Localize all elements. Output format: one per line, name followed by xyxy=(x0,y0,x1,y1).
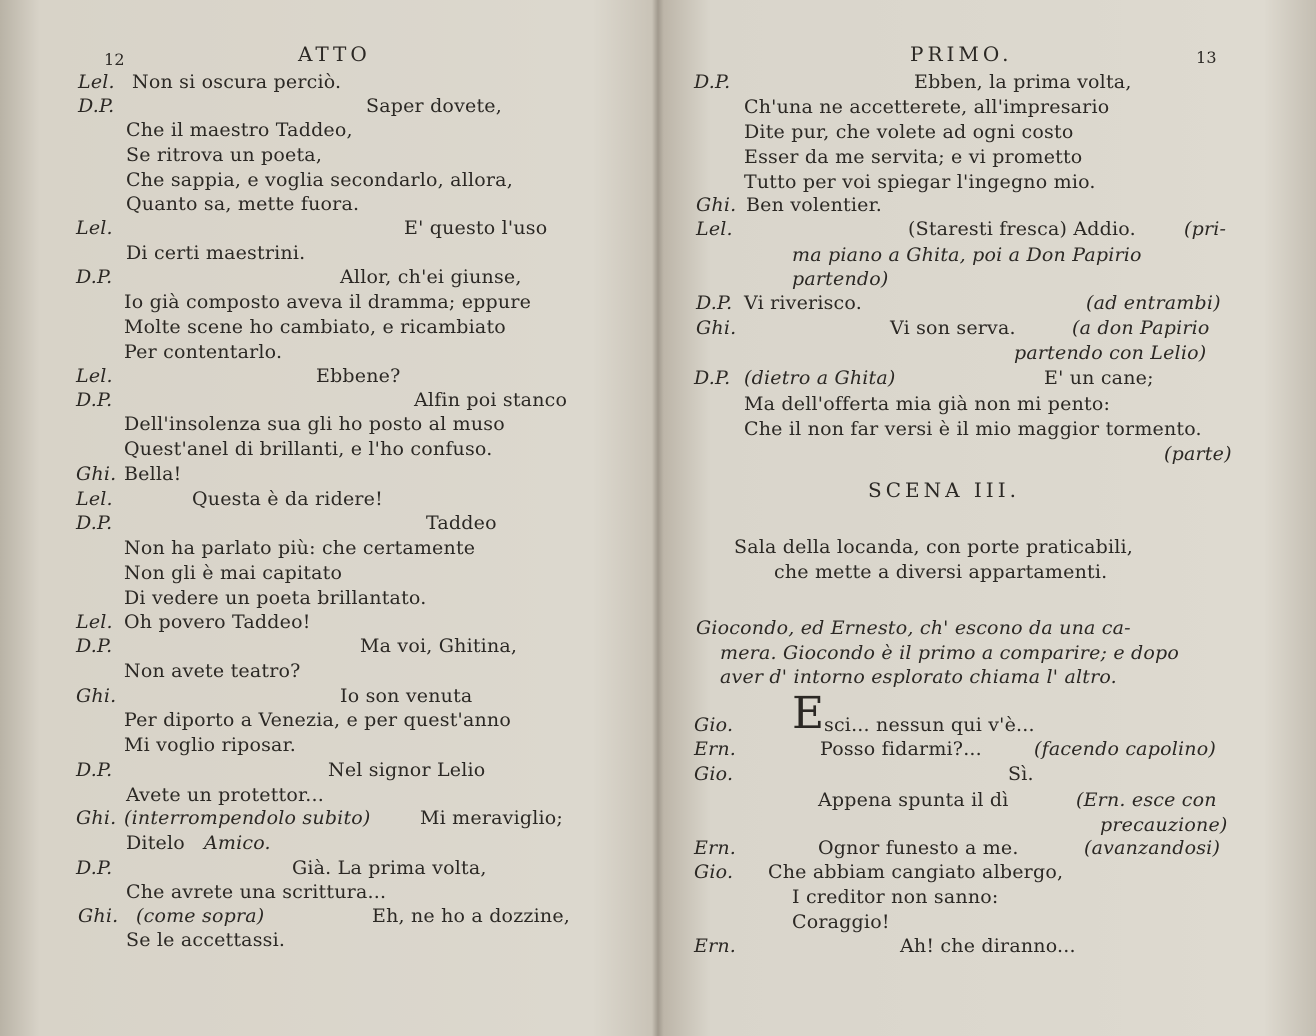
verse-line: Se le accettassi. xyxy=(126,929,286,951)
verse-line: Di certi maestrini. xyxy=(126,242,306,264)
verse-line: Taddeo xyxy=(426,512,497,534)
verse-line: Non ha parlato più: che certamente xyxy=(124,537,476,559)
speaker-label: D.P. xyxy=(78,95,115,117)
verse-line: Esser da me servita; e vi prometto xyxy=(744,146,1083,168)
speaker-label: Lel. xyxy=(696,218,733,240)
verse-line: Bella! xyxy=(124,463,182,485)
speaker-label: Ern. xyxy=(694,837,737,859)
verse-line: Io son venuta xyxy=(340,685,473,707)
verse-line: Questa è da ridere! xyxy=(192,488,383,510)
stage-direction: (ad entrambi) xyxy=(1086,292,1221,314)
stage-direction: mera. Giocondo è il primo a comparire; e dopo xyxy=(720,642,1180,664)
verse-line: Ma dell'offerta mia già non mi pento: xyxy=(744,393,1111,415)
stage-direction: (Ern. esce con xyxy=(1076,789,1217,811)
verse-line: I creditor non sanno: xyxy=(792,886,999,908)
verse-line: Avete un protettor... xyxy=(126,784,324,806)
verse-line: Eh, ne ho a dozzine, xyxy=(372,905,571,927)
speaker-label: D.P. xyxy=(696,292,733,314)
verse-line: Nel signor Lelio xyxy=(328,759,486,781)
verse-line: Per contentarlo. xyxy=(124,341,283,363)
scene-heading: SCENA III. xyxy=(868,478,1020,502)
verse-line: Saper dovete, xyxy=(366,95,502,117)
verse-line: E' questo l'uso xyxy=(404,217,548,239)
verse-line: Quanto sa, mette fuora. xyxy=(126,193,360,215)
speaker-label: Lel. xyxy=(78,71,115,93)
speaker-label: Lel. xyxy=(76,365,113,387)
drop-cap-initial: E xyxy=(792,688,825,739)
verse-line: Ma voi, Ghitina, xyxy=(360,635,518,657)
verse-line: Vi riverisco. xyxy=(744,292,862,314)
right-page xyxy=(658,0,1316,1036)
speaker-label: D.P. xyxy=(76,266,113,288)
stage-direction: (come sopra) xyxy=(136,905,265,927)
verse-line: Che il non far versi è il mio maggior tormento. xyxy=(744,418,1202,440)
running-head: PRIMO. xyxy=(910,42,1013,66)
speaker-label: Lel. xyxy=(76,217,113,239)
speaker-label: Ghi. xyxy=(696,194,737,216)
speaker-label: D.P. xyxy=(76,512,113,534)
verse-line: Che abbiam cangiato albergo, xyxy=(768,861,1064,883)
verse-line: Dell'insolenza sua gli ho posto al muso xyxy=(124,413,505,435)
verse-line: Ebben, la prima volta, xyxy=(914,71,1132,93)
stage-direction: aver d' intorno esplorato chiama l' altro. xyxy=(720,666,1117,688)
verse-line: Dite pur, che volete ad ogni costo xyxy=(744,121,1074,143)
speaker-label: Ern. xyxy=(694,738,737,760)
verse-line: E' un cane; xyxy=(1044,367,1154,389)
speaker-label: Ghi. xyxy=(78,905,119,927)
stage-direction: Giocondo, ed Ernesto, ch' escono da una ca- xyxy=(696,617,1131,639)
stage-direction: (facendo capolino) xyxy=(1034,738,1216,760)
speaker-label: Ghi. xyxy=(76,807,117,829)
verse-line: Non si oscura perciò. xyxy=(132,71,342,93)
speaker-label: Ghi. xyxy=(76,685,117,707)
verse-line: Io già composto aveva il dramma; eppure xyxy=(124,291,532,313)
stage-direction: partendo) xyxy=(792,268,889,290)
verse-line: Oh povero Taddeo! xyxy=(124,611,311,633)
speaker-label: Lel. xyxy=(76,488,113,510)
verse-line: Per diporto a Venezia, e per quest'anno xyxy=(124,709,512,731)
stage-direction: precauzione) xyxy=(1100,814,1228,836)
verse-line: sci... nessun qui v'è... xyxy=(824,714,1035,736)
speaker-label: Ghi. xyxy=(696,317,737,339)
speaker-label: D.P. xyxy=(76,759,113,781)
verse-line: Mi voglio riposar. xyxy=(124,734,297,756)
verse-line: Coraggio! xyxy=(792,911,890,933)
verse-line: Ognor funesto a me. xyxy=(818,837,1019,859)
setting-line: Sala della locanda, con porte praticabili, xyxy=(734,536,1134,558)
verse-line: Che avrete una scrittura... xyxy=(126,881,387,903)
speaker-label: D.P. xyxy=(694,71,731,93)
verse-line: Sì. xyxy=(1008,763,1034,785)
verse-line: Se ritrova un poeta, xyxy=(126,144,323,166)
speaker-label: Gio. xyxy=(694,763,734,785)
speaker-label: D.P. xyxy=(76,857,113,879)
stage-direction: (a don Papirio xyxy=(1072,317,1210,339)
verse-line: Ah! che diranno... xyxy=(900,935,1076,957)
verse-line: Che il maestro Taddeo, xyxy=(126,119,353,141)
stage-direction: (avanzandosi) xyxy=(1084,837,1221,859)
stage-direction: (interrompendolo subito) xyxy=(124,807,371,829)
speaker-label: Ern. xyxy=(694,935,737,957)
verse-line: Tutto per voi spiegar l'ingegno mio. xyxy=(744,171,1096,193)
speaker-label: D.P. xyxy=(76,635,113,657)
emphasized-word: Amico. xyxy=(204,832,271,854)
running-head: ATTO xyxy=(298,42,371,66)
stage-direction: (pri- xyxy=(1184,218,1227,240)
stage-direction: ma piano a Ghita, poi a Don Papirio xyxy=(792,244,1142,266)
speaker-label: D.P. xyxy=(76,389,113,411)
verse-line: Non gli è mai capitato xyxy=(124,562,343,584)
speaker-label: Ghi. xyxy=(76,463,117,485)
verse-line: Appena spunta il dì xyxy=(818,789,1009,811)
verse-line: Molte scene ho cambiato, e ricambiato xyxy=(124,316,506,338)
verse-line: (Staresti fresca) Addio. xyxy=(908,218,1136,240)
stage-direction: partendo con Lelio) xyxy=(1014,342,1207,364)
verse-line: Ben volentier. xyxy=(746,194,883,216)
verse-line: Posso fidarmi?... xyxy=(820,738,982,760)
speaker-label: Gio. xyxy=(694,861,734,883)
verse-line: Già. La prima volta, xyxy=(292,857,487,879)
verse-line: Mi meraviglio; xyxy=(420,807,564,829)
speaker-label: Gio. xyxy=(694,714,734,736)
verse-line: Di vedere un poeta brillantato. xyxy=(124,587,427,609)
speaker-label: Lel. xyxy=(76,611,113,633)
verse-line: Non avete teatro? xyxy=(124,660,301,682)
verse-line: Vi son serva. xyxy=(890,317,1016,339)
verse-line: Ebbene? xyxy=(316,365,401,387)
verse-line: Quest'anel di brillanti, e l'ho confuso. xyxy=(124,438,493,460)
stage-direction: (dietro a Ghita) xyxy=(744,367,896,389)
verse-line: Alfin poi stanco xyxy=(414,389,568,411)
page-number: 13 xyxy=(1196,48,1217,67)
setting-line: che mette a diversi appartamenti. xyxy=(774,561,1108,583)
stage-direction: (parte) xyxy=(1164,443,1232,465)
page-number: 12 xyxy=(104,50,125,69)
verse-line: Ditelo xyxy=(126,832,185,854)
speaker-label: D.P. xyxy=(694,367,731,389)
verse-line: Ch'una ne accetterete, all'impresario xyxy=(744,96,1110,118)
verse-line: Allor, ch'ei giunse, xyxy=(340,266,522,288)
verse-line: Che sappia, e voglia secondarlo, allora, xyxy=(126,169,513,191)
